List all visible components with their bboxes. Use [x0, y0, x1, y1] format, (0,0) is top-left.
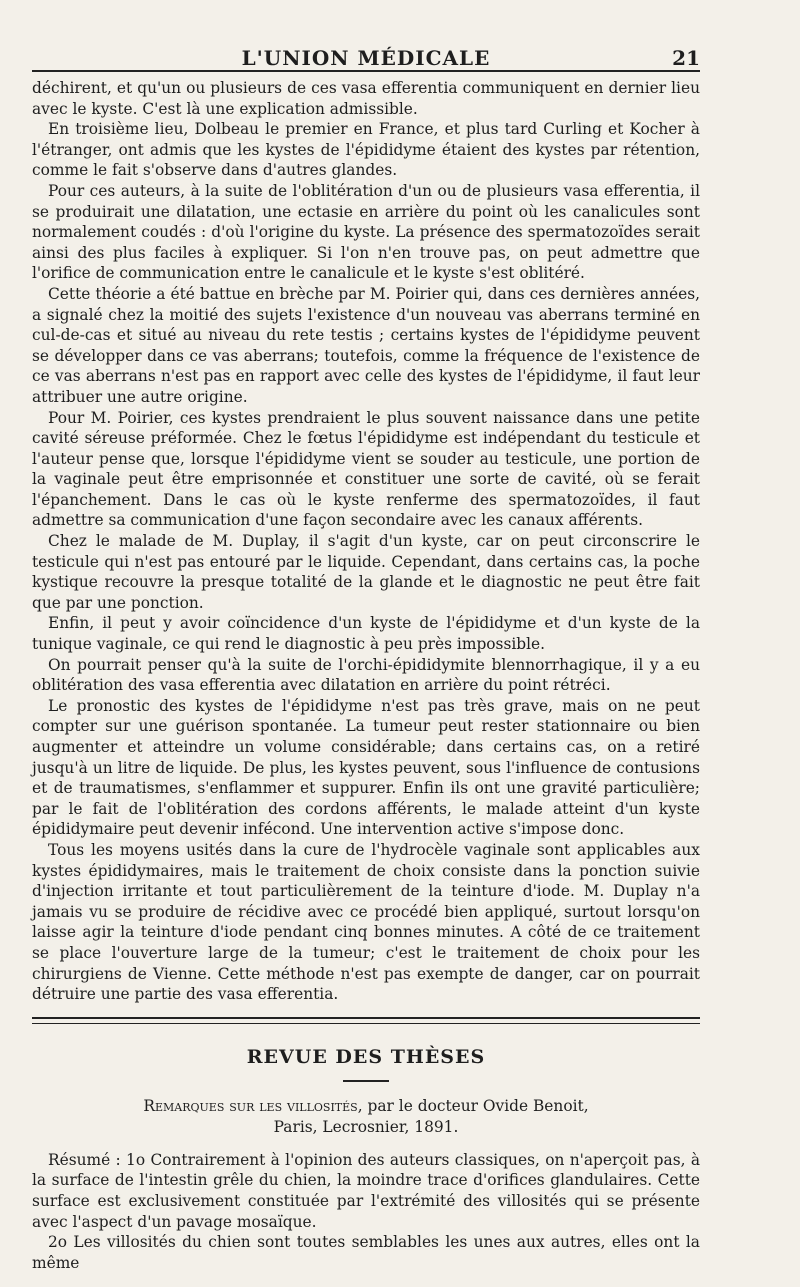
thesis-author: par le docteur Ovide Benoit, — [367, 1096, 589, 1115]
section-divider — [32, 1017, 700, 1024]
page-number: 21 — [672, 46, 700, 70]
article-body — [32, 78, 700, 1005]
thesis-abstract — [32, 1150, 700, 1274]
thesis-reference — [32, 1096, 700, 1138]
thesis-title: Remarques sur les villosités, — [143, 1096, 363, 1115]
paragraph: Chez le malade de M. Duplay, il s'agit d'un kyste, car on peut circonscrire le testicule qui n'est pas entouré par le liquide. Cependant, dans certains cas, la poche kystique recouvre la presque totalité de la glande et le diagnostic ne peut être fait que par une ponction. — [32, 532, 700, 612]
paragraph: En troisième lieu, Dolbeau le premier en France, et plus tard Curling et Kocher à l'étranger, ont admis que les kystes de l'épididyme étaient des kystes par rétention, comme le fait s'observe dans d'autres glandes. — [32, 120, 700, 180]
paragraph: déchirent, et qu'un ou plusieurs de ces vasa efferentia communiquent en dernier lieu avec le kyste. C'est là une explication admissible. — [32, 79, 700, 118]
thesis-publisher: Paris, Lecrosnier, 1891. — [273, 1117, 459, 1136]
abstract-paragraph: Résumé : 1o Contrairement à l'opinion des auteurs classiques, on n'aperçoit pas, à la surface de l'intestin grêle du chien, la moindre trace d'orifices glandulaires. Cette surface est exclusivement constituée par l'extrémité des villosités qui se présente avec l'aspect d'un pavage mosaïque. — [32, 1150, 700, 1231]
paragraph: Pour M. Poirier, ces kystes prendraient le plus souvent naissance dans une petite cavité séreuse préformée. Chez le fœtus l'épididyme est indépendant du testicule et l'auteur pense que, lorsque l'épididyme vient se souder au testicule, une portion de la vaginale peut être emprisonnée et constituer une sorte de cavité, où se ferait l'épanchement. Dans le cas où le kyste renferme des spermatozoïdes, il faut admettre sa communication d'une façon secondaire avec les canaux afférents. — [32, 408, 700, 530]
paragraph: Enfin, il peut y avoir coïncidence d'un kyste de l'épididyme et d'un kyste de la tunique vaginale, ce qui rend le diagnostic à peu près impossible. — [32, 614, 700, 654]
paragraph: Cette théorie a été battue en brèche par M. Poirier qui, dans ces dernières années, a signalé chez la moitié des sujets l'existence d'un nouveau vas aberrans terminé en cul-de-cas et situé au niveau du rete testis ; certains kystes de l'épididyme peuvent se développer dans ce vas aberrans; toutefois, comme la fréquence de l'existence de ce vas aberrans n'est pas en rapport avec celle des kystes de l'épididyme, il faut leur attribuer une autre origine. — [32, 284, 700, 406]
document-page — [32, 40, 700, 1287]
paragraph: Tous les moyens usités dans la cure de l'hydrocèle vaginale sont applicables aux kystes épididymaires, mais le traitement de choix consiste dans la ponction suivie d'injection irritante et tout particulièrement de la teinture d'iode. M. Duplay n'a jamais vu se produire de récidive avec ce procédé bien appliqué, surtout lorsqu'on laisse agir la teinture d'iode pendant cinq bonnes minutes. A côté de ce traitement se place l'ouverture large de la tumeur; c'est le traitement de choix pour les chirurgiens de Vienne. Cette méthode n'est pas exempte de danger, car on pourrait détruire une partie des vasa efferentia. — [32, 840, 700, 1004]
paragraph: Pour ces auteurs, à la suite de l'oblitération d'un ou de plusieurs vasa efferentia, il se produirait une dilatation, une ectasie en arrière du point où les canalicules sont normalement coudés : d'où l'origine du kyste. La présence des spermatozoïdes serait ainsi des plus faciles à expliquer. Si l'on n'en trouve pas, on peut admettre que l'orifice de communication entre le canalicule et le kyste s'est oblitéré. — [32, 181, 700, 283]
title-underline — [343, 1080, 389, 1082]
paragraph: Le pronostic des kystes de l'épididyme n'est pas très grave, mais on ne peut compter sur une guérison spontanée. La tumeur peut rester stationnaire ou bien augmenter et atteindre un volume considérable; dans certains cas, on a retiré jusqu'à un litre de liquide. De plus, les kystes peuvent, sous l'influence de contusions et de traumatismes, s'enflammer et suppurer. Enfin ils ont une gravité particulière; par le fait de l'oblitération des cordons afférents, le malade atteint d'un kyste épididymaire peut devenir infécond. Une intervention active s'impose donc. — [32, 696, 700, 839]
section-title: REVUE DES THÈSES — [246, 1045, 486, 1068]
paragraph: On pourrait penser qu'à la suite de l'orchi-épididymite blennorrhagique, il y a eu oblitération des vasa efferentia avec dilatation en arrière du point rétréci. — [32, 655, 700, 695]
abstract-paragraph: 2o Les villosités du chien sont toutes semblables les unes aux autres, elles ont la même — [32, 1233, 700, 1272]
running-header — [32, 40, 700, 72]
journal-title: L'UNION MÉDICALE — [241, 46, 491, 70]
